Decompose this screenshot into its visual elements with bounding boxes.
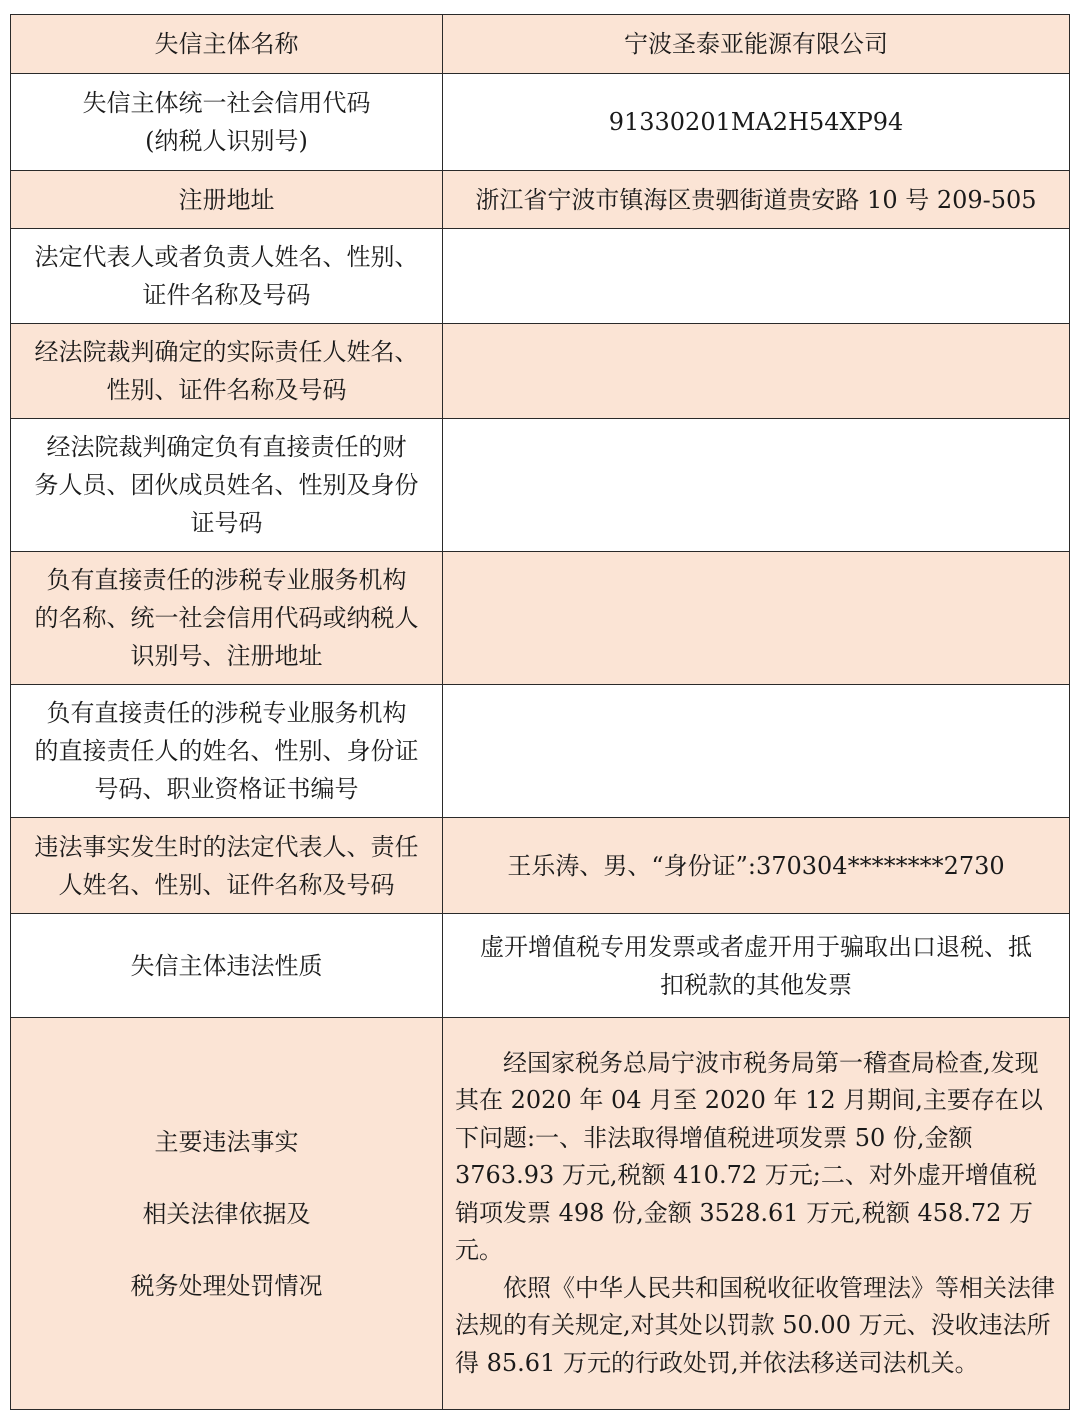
label-line: 性别、证件名称及号码 bbox=[106, 376, 347, 404]
table-row bbox=[11, 171, 1070, 229]
table-row bbox=[11, 15, 1070, 74]
label-line: 的名称、统一社会信用代码或纳税人 bbox=[34, 604, 419, 632]
row-label bbox=[11, 552, 443, 685]
value-line: 扣税款的其他发票 bbox=[660, 970, 852, 999]
row-label bbox=[11, 818, 443, 914]
row-value bbox=[443, 818, 1070, 914]
label-line: 经法院裁判确定的实际责任人姓名、 bbox=[34, 338, 419, 366]
disclosure-table-container bbox=[10, 14, 1070, 1410]
row-label bbox=[11, 685, 443, 818]
label-line: 经法院裁判确定负有直接责任的财 bbox=[46, 433, 407, 461]
table-row bbox=[11, 552, 1070, 685]
row-label bbox=[11, 15, 443, 74]
label-line: 违法事实发生时的法定代表人、责任 bbox=[34, 832, 419, 861]
facts-paragraph: 依照《中华人民共和国税收征收管理法》等相关法律法规的有关规定,对其处以罚款 50.00 万元、没收违法所得 85.61 万元的行政处罚,并依法移送司法机关。 bbox=[455, 1273, 1055, 1377]
table-row bbox=[11, 229, 1070, 324]
value-line: 宁波圣泰亚能源有限公司 bbox=[624, 30, 888, 58]
facts-paragraph: 经国家税务总局宁波市税务局第一稽查局检查,发现其在 2020 年 04 月至 2020 年 12 月期间,主要存在以下问题:一、非法取得增值税进项发票 50 份,金额 3763.93 万元,税额 410.72 万元;二、对外虚开增值税销项发票 498 份,金额 3528.61 万元,税额 458.72 万元。 bbox=[455, 1048, 1043, 1265]
table-row bbox=[11, 818, 1070, 914]
row-value bbox=[443, 685, 1070, 818]
facts-text bbox=[443, 1018, 1070, 1410]
table-row bbox=[11, 914, 1070, 1018]
row-label bbox=[11, 229, 443, 324]
label-line: 负有直接责任的涉税专业服务机构 bbox=[46, 699, 407, 727]
value-line: 虚开增值税专用发票或者虚开用于骗取出口退税、抵 bbox=[480, 932, 1032, 961]
label-line: 失信主体违法性质 bbox=[130, 951, 323, 980]
facts-label-line: 相关法律依据及 bbox=[142, 1199, 311, 1228]
row-label bbox=[11, 171, 443, 229]
row-value bbox=[443, 229, 1070, 324]
value-line: 91330201MA2H54XP94 bbox=[608, 108, 904, 136]
row-label bbox=[11, 914, 443, 1018]
label-line: 证号码 bbox=[190, 509, 263, 537]
label-line: 的直接责任人的姓名、性别、身份证 bbox=[34, 737, 419, 765]
row-value bbox=[443, 171, 1070, 229]
label-line: 法定代表人或者负责人姓名、性别、 bbox=[34, 243, 419, 271]
table-row bbox=[11, 419, 1070, 552]
facts-label-line: 主要违法事实 bbox=[154, 1127, 299, 1156]
row-value bbox=[443, 914, 1070, 1018]
label-line: 负有直接责任的涉税专业服务机构 bbox=[46, 566, 407, 594]
label-line: 失信主体名称 bbox=[154, 30, 299, 58]
table-row-facts bbox=[11, 1018, 1070, 1410]
table-row bbox=[11, 685, 1070, 818]
table-row bbox=[11, 324, 1070, 419]
row-value bbox=[443, 419, 1070, 552]
value-line: 浙江省宁波市镇海区贵驷街道贵安路 10 号 209-505 bbox=[475, 185, 1037, 214]
facts-label-line: 税务处理处罚情况 bbox=[130, 1271, 323, 1300]
label-line: 注册地址 bbox=[178, 185, 275, 214]
credit-disclosure-table bbox=[10, 14, 1070, 1410]
row-value bbox=[443, 74, 1070, 171]
label-line: 人姓名、性别、证件名称及号码 bbox=[58, 870, 395, 899]
row-label bbox=[11, 324, 443, 419]
row-value bbox=[443, 15, 1070, 74]
label-line: (纳税人识别号) bbox=[145, 127, 308, 155]
value-line: 王乐涛、男、“身份证”:370304********2730 bbox=[507, 851, 1005, 880]
label-line: 证件名称及号码 bbox=[142, 281, 311, 309]
facts-label bbox=[11, 1018, 443, 1410]
label-line: 识别号、注册地址 bbox=[130, 642, 323, 670]
table-row bbox=[11, 74, 1070, 171]
row-label bbox=[11, 74, 443, 171]
label-line: 号码、职业资格证书编号 bbox=[94, 775, 359, 803]
label-line: 务人员、团伙成员姓名、性别及身份 bbox=[34, 471, 419, 499]
row-value bbox=[443, 552, 1070, 685]
label-line: 失信主体统一社会信用代码 bbox=[82, 89, 371, 117]
row-label bbox=[11, 419, 443, 552]
row-value bbox=[443, 324, 1070, 419]
